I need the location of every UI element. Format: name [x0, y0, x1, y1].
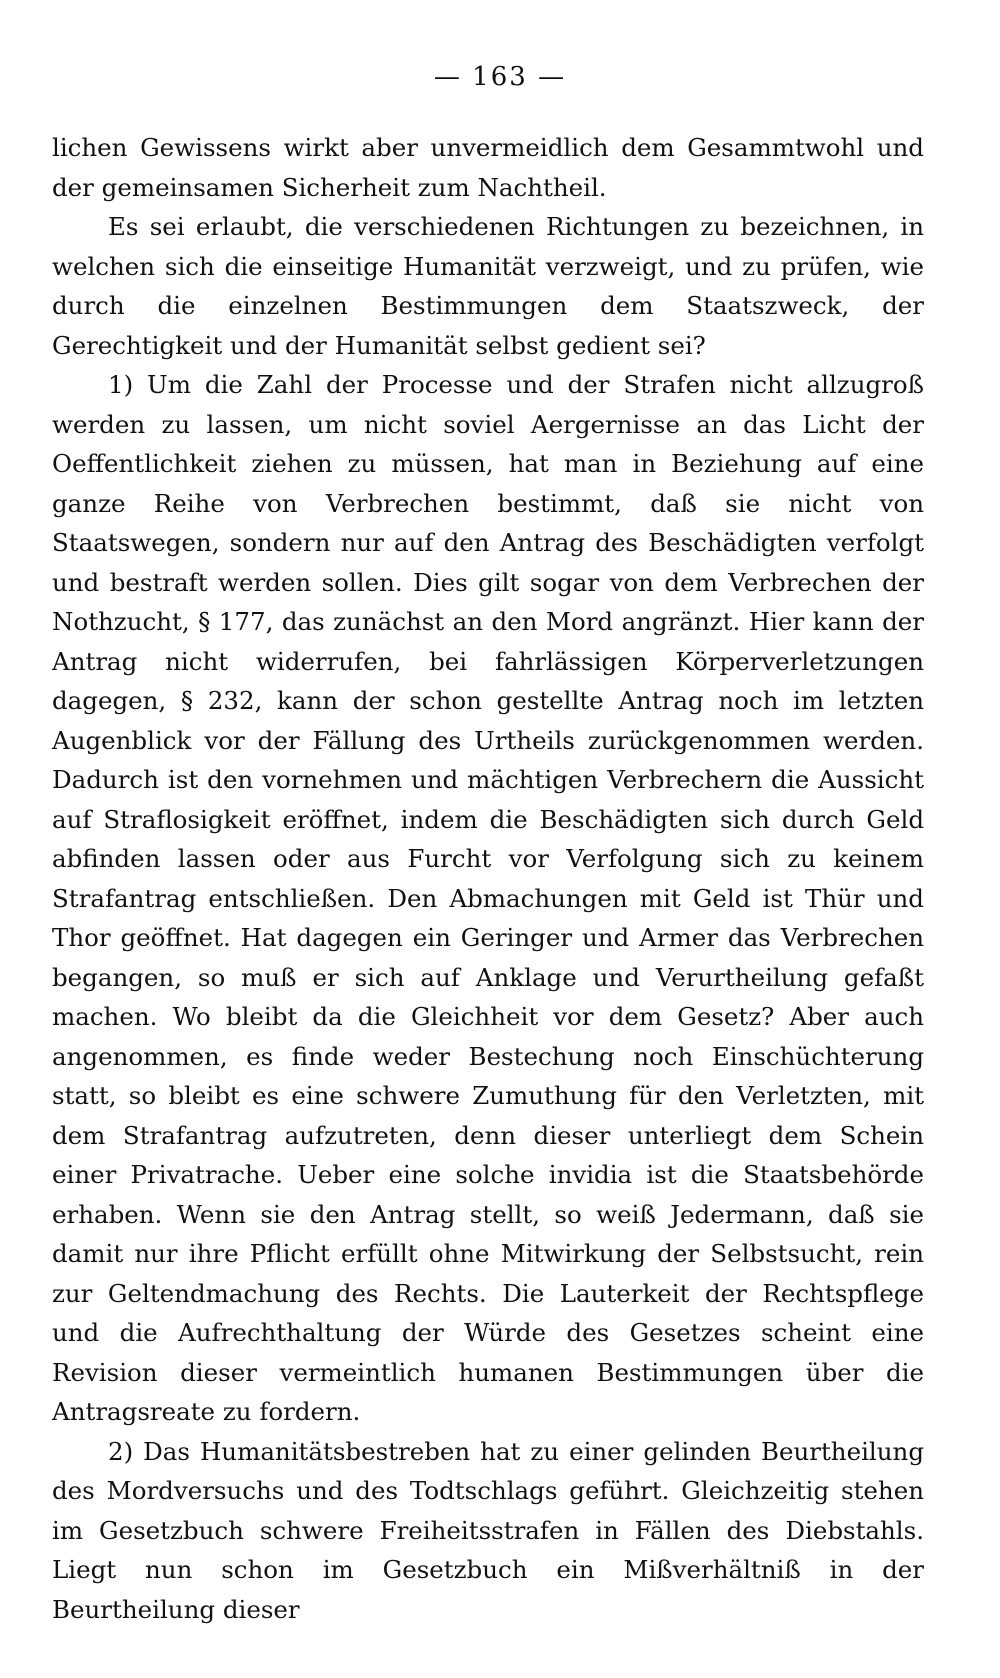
page-number: — 163 —: [433, 62, 567, 92]
paragraph-intro: Es sei erlaubt, die verschiedenen Richtungen zu bezeichnen, in welchen sich die einseitige Humanität verzweigt, und zu prüfen, wie durch die einzelnen Bestimmungen dem Staatszweck, der Gerechtigkeit und der Humanität selbst gedient sei?: [52, 212, 924, 360]
paragraph-point-1: 1) Um die Zahl der Processe und der Strafen nicht allzugroß werden zu lassen, um nicht soviel Aergernisse an das Licht der Oeffentlichkeit ziehen zu müssen, hat man in Beziehung auf eine ganze Reihe von Verbrechen bestimmt, daß sie nicht von Staatswegen, sondern nur auf den Antrag des Beschädigten verfolgt und bestraft werden sollen. Dies gilt sogar von dem Verbrechen der Nothzucht, § 177, das zunächst an den Mord angränzt. Hier kann der Antrag nicht widerrufen, bei fahrlässigen Körperverletzungen dagegen, § 232, kann der schon gestellte Antrag noch im letzten Augenblick vor der Fällung des Urtheils zurückgenommen werden. Dadurch ist den vornehmen und mächtigen Verbrechern die Aussicht auf Straflosigkeit eröffnet, indem die Beschädigten sich durch Geld abfinden lassen oder aus Furcht vor Verfolgung sich zu keinem Strafantrag entschließen. Den Abmachungen mit Geld ist Thür und Thor geöffnet. Hat dagegen ein Geringer und Armer das Verbrechen begangen, so muß er sich auf Anklage und Verurtheilung gefaßt machen. Wo bleibt da die Gleichheit vor dem Gesetz? Aber auch angenommen, es finde weder Bestechung noch Einschüchterung statt, so bleibt es eine schwere Zumuthung für den Verletzten, mit dem Strafantrag aufzutreten, denn dieser unterliegt dem Schein einer Privatrache. Ueber eine solche invidia ist die Staatsbehörde erhaben. Wenn sie den Antrag stellt, so weiß Jedermann, daß sie damit nur ihre Pflicht erfüllt ohne Mitwirkung der Selbstsucht, rein zur Geltendmachung des Rechts. Die Lauterkeit der Rechtspflege und die Aufrechthaltung der Würde des Gesetzes scheint eine Revision dieser vermeintlich humanen Bestimmungen über die Antragsreate zu fordern.: [52, 370, 924, 1426]
paragraph-point-2: 2) Das Humanitätsbestreben hat zu einer gelinden Beurtheilung des Mordversuchs und des Todtschlags geführt. Gleichzeitig stehen im Gesetzbuch schwere Freiheitsstrafen in Fällen des Diebstahls. Liegt nun schon im Gesetzbuch ein Mißverhältniß in der Beurtheilung dieser: [52, 1436, 924, 1624]
paragraph-continuation: lichen Gewissens wirkt aber unvermeidlich dem Gesammtwohl und der gemeinsamen Sicherheit zum Nachtheil.: [52, 133, 924, 202]
body-text: [52, 128, 924, 1629]
